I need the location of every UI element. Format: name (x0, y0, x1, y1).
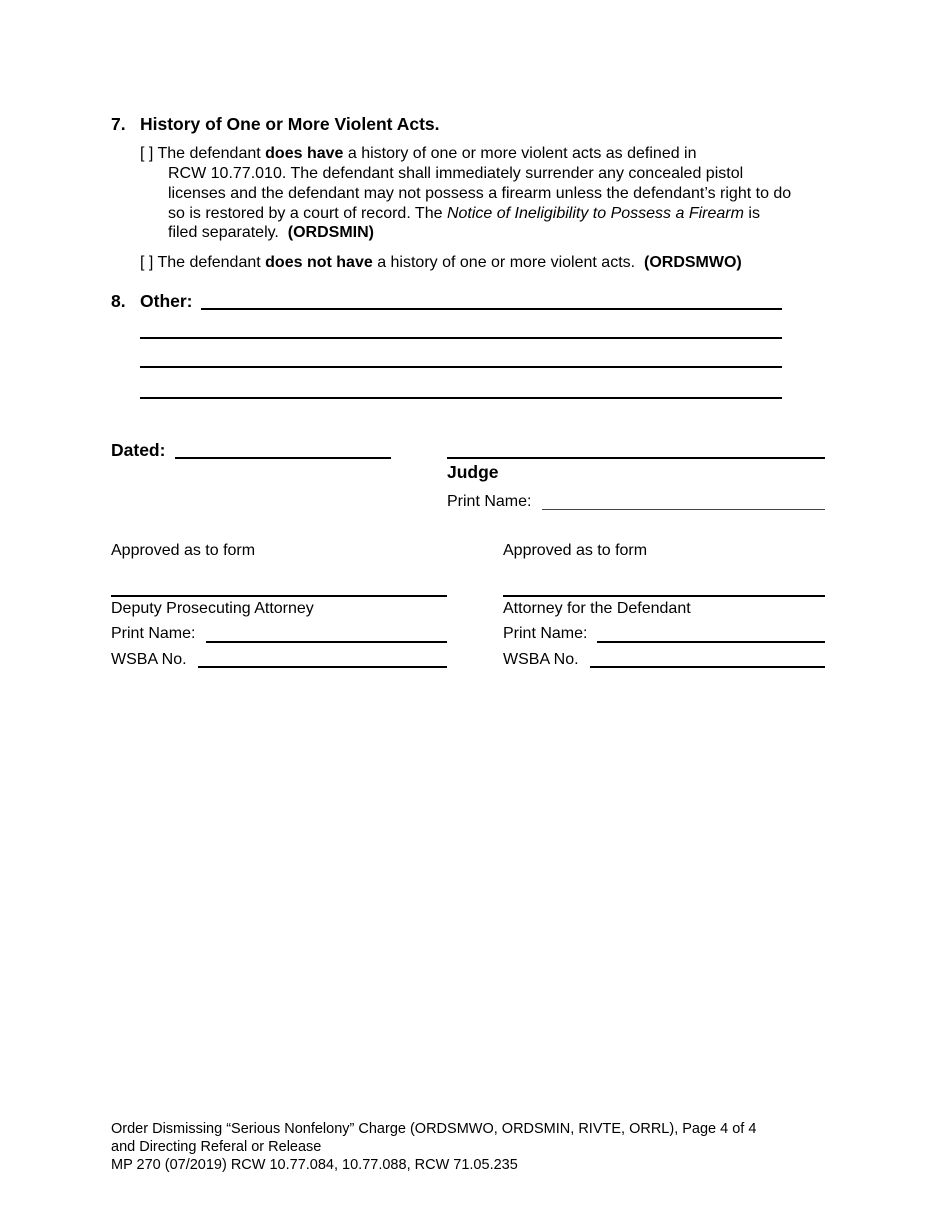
footer-title-line-2: and Directing Referal or Release (111, 1139, 322, 1155)
other-line-2[interactable] (140, 337, 782, 339)
section-7-number: 7. (111, 114, 126, 134)
has-history-emphasis: does have (265, 145, 344, 162)
line-4-post: is (748, 205, 760, 222)
prosecutor-print-name-label: Print Name: (111, 625, 196, 642)
line-4-pre: so is restored by a court of record. The (168, 205, 443, 222)
defense-signature-line[interactable] (503, 595, 825, 597)
judge-print-name-line[interactable] (542, 509, 825, 510)
other-line-1[interactable] (201, 308, 782, 310)
has-history-line-3: licenses and the defendant may not possess a firearm unless the defendant’s right to do (168, 185, 792, 202)
prosecutor-print-name-line[interactable] (206, 641, 447, 643)
ordsmin-code: (ORDSMIN) (287, 224, 374, 241)
notice-of-ineligibility-title: Notice of Ineligibility to Possess a Firearm (446, 205, 744, 222)
violent-acts-has-option (140, 144, 697, 164)
prosecutor-role: Deputy Prosecuting Attorney (111, 600, 314, 617)
footer-title-line-1: Order Dismissing “Serious Nonfelony” Charge (ORDSMWO, ORDSMIN, RIVTE, ORRL), Page 4 of 4 (111, 1121, 757, 1137)
judge-label: Judge (447, 462, 499, 482)
defense-print-name-line[interactable] (597, 641, 825, 643)
defense-print-name-label: Print Name: (503, 625, 588, 642)
prosecutor-wsba-line[interactable] (198, 666, 447, 668)
checkbox-no-history[interactable]: [ ] (140, 254, 154, 271)
defense-wsba-label: WSBA No. (503, 651, 579, 668)
other-line-3[interactable] (140, 366, 782, 368)
judge-print-name-label: Print Name: (447, 493, 532, 510)
judge-signature-line[interactable] (447, 457, 825, 459)
has-history-line-2: RCW 10.77.010. The defendant shall immediately surrender any concealed pistol (168, 165, 744, 182)
section-8-number: 8. (111, 291, 126, 311)
ordsmwo-code: (ORDSMWO) (643, 254, 742, 271)
footer-form-number: MP 270 (07/2019) RCW 10.77.084, 10.77.088, RCW 71.05.235 (111, 1157, 518, 1173)
left-approved-label: Approved as to form (111, 542, 256, 559)
section-8-label: Other: (140, 291, 193, 311)
no-history-post: a history of one or more violent acts. (377, 254, 636, 271)
prosecutor-signature-line[interactable] (111, 595, 447, 597)
no-history-emphasis: does not have (265, 254, 373, 271)
dated-line[interactable] (175, 457, 391, 459)
other-line-4[interactable] (140, 397, 782, 399)
defense-wsba-line[interactable] (590, 666, 825, 668)
checkbox-has-history[interactable]: [ ] (140, 145, 154, 162)
no-history-pre: The defendant (157, 254, 261, 271)
line-5-pre: filed separately. (168, 224, 279, 241)
has-history-line-4 (168, 204, 760, 224)
dated-label: Dated: (111, 440, 166, 460)
section-7-title: History of One or More Violent Acts. (140, 114, 440, 134)
violent-acts-has-not-option (140, 253, 742, 273)
has-history-post: a history of one or more violent acts as defined in (347, 145, 697, 162)
has-history-pre: The defendant (157, 145, 261, 162)
defense-role: Attorney for the Defendant (503, 600, 691, 617)
has-history-line-5 (168, 223, 374, 243)
prosecutor-wsba-label: WSBA No. (111, 651, 187, 668)
right-approved-label: Approved as to form (503, 542, 648, 559)
